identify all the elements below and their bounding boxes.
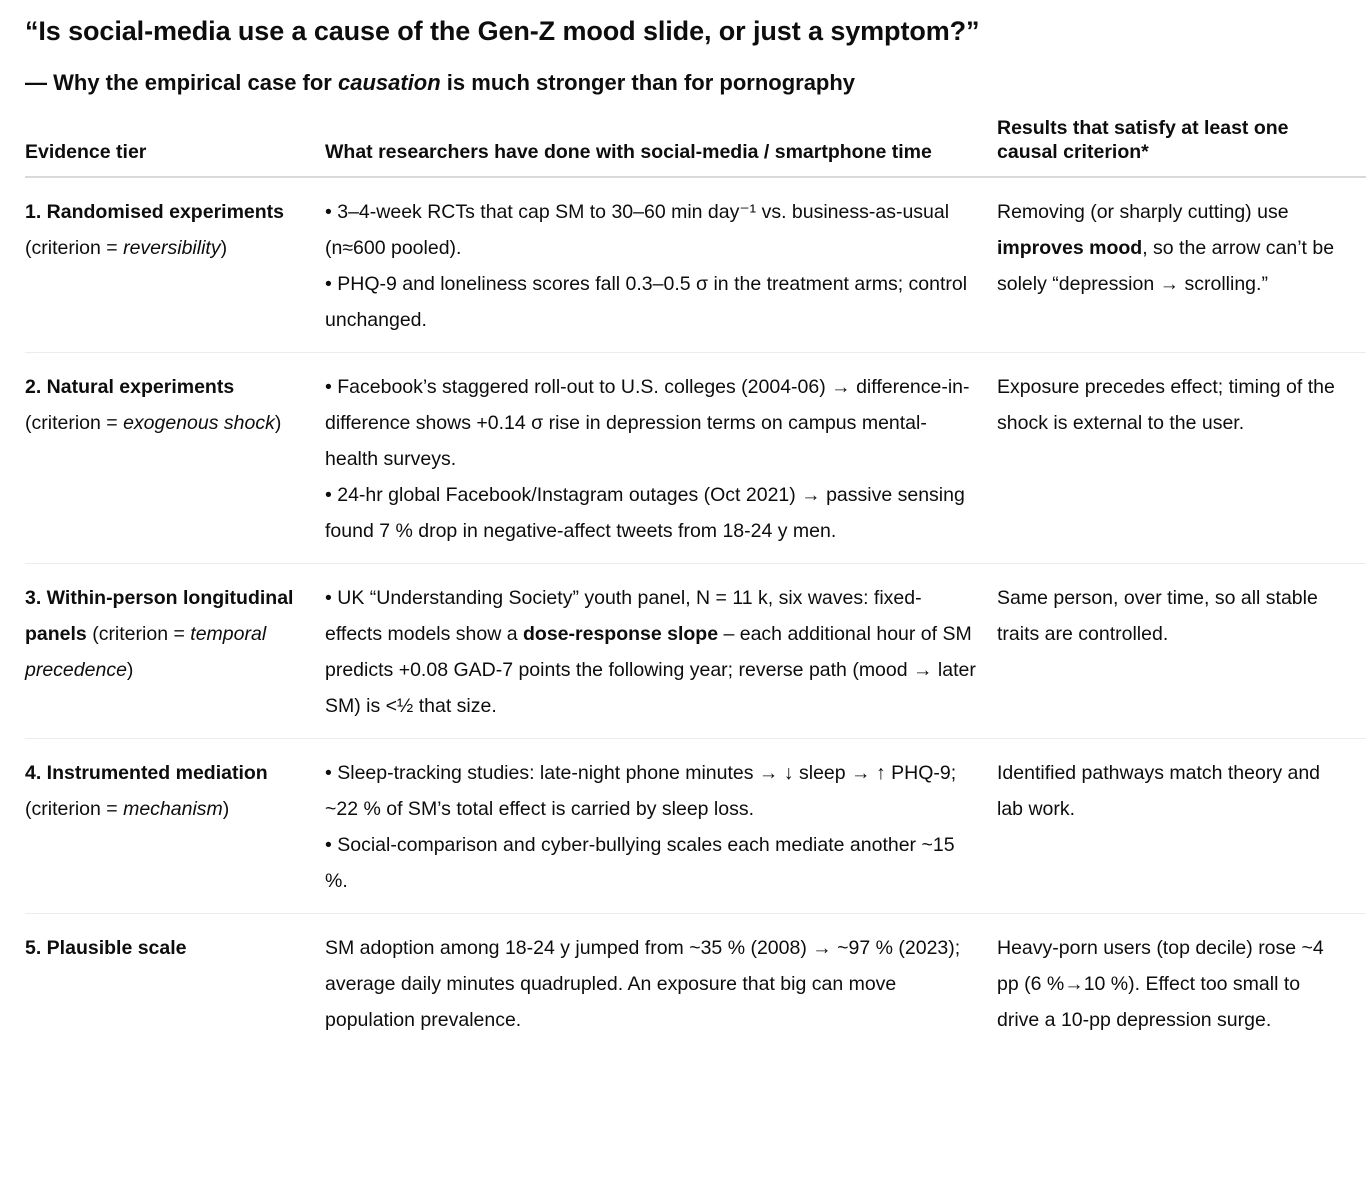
tier-close: ) — [126, 659, 134, 681]
method-text: – each additional hour of SM predicts +0.08 GAD-7 points the following year; reverse path (mood → later SM) is <½ that size. — [325, 623, 976, 717]
result-text: , so the arrow can’t be solely “depression → scrolling.” — [997, 237, 1335, 295]
tier-criterion-label: (criterion = — [86, 623, 191, 645]
tier-cell — [25, 353, 325, 564]
methods-cell — [325, 739, 997, 914]
method-bullet: • 24-hr global Facebook/Instagram outages (Oct 2021) → passive sensing found 7 % drop in negative-affect tweets from 18-24 y men. — [325, 484, 965, 542]
tier-name: 5. Plausible scale — [25, 937, 187, 959]
table-row — [25, 564, 1366, 739]
method-bullet: • PHQ-9 and loneliness scores fall 0.3–0.5 σ in the treatment arms; control unchanged. — [325, 273, 968, 331]
methods-cell — [325, 177, 997, 353]
method-text: • UK “Understanding Society” youth panel, N = 11 k, six waves: fixed-effects models show a — [325, 587, 922, 645]
method-bullet: • 3–4-week RCTs that cap SM to 30–60 min day⁻¹ vs. business-as-usual (n≈600 pooled). — [325, 201, 950, 259]
tier-cell — [25, 914, 325, 1053]
evidence-table — [25, 110, 1366, 1052]
methods-cell — [325, 353, 997, 564]
result-cell: Heavy-porn users (top decile) rose ~4 pp (6 %→10 %). Effect too small to drive a 10-pp depression surge. — [997, 937, 1324, 1031]
method-bullet: • Sleep-tracking studies: late-night phone minutes → ↓ sleep → ↑ PHQ-9; ~22 % of SM’s total effect is carried by sleep loss. — [325, 762, 957, 820]
table-row — [25, 177, 1366, 353]
tier-name: 2. Natural experiments — [25, 376, 235, 398]
subtitle-emphasis: causation — [337, 70, 441, 95]
header-results: Results that satisfy at least one causal criterion* — [997, 110, 1366, 177]
result-text: Removing (or sharply cutting) use — [997, 201, 1289, 223]
table-row — [25, 739, 1366, 914]
result-cell: Exposure precedes effect; timing of the shock is external to the user. — [997, 353, 1366, 564]
tier-criterion: mechanism — [123, 798, 223, 820]
tier-criterion: exogenous shock — [123, 412, 275, 434]
tier-criterion-label: (criterion = — [25, 237, 124, 259]
tier-name: 3. Within-person longitudinal panels — [25, 587, 294, 645]
table-row — [25, 914, 1366, 1053]
result-cell: Identified pathways match theory and lab work. — [997, 739, 1366, 914]
page-subtitle — [25, 68, 1366, 98]
page-title: “Is social-media use a cause of the Gen-Z mood slide, or just a symptom?” — [25, 16, 980, 46]
table-row — [25, 353, 1366, 564]
table-header-row — [25, 110, 1366, 177]
method-bullet: • Social-comparison and cyber-bullying scales each mediate another ~15 %. — [325, 834, 955, 892]
header-evidence-tier: Evidence tier — [25, 110, 325, 177]
methods-cell: SM adoption among 18-24 y jumped from ~35 % (2008) → ~97 % (2023); average daily minutes quadrupled. An exposure that big can move population prevalence. — [325, 937, 961, 1031]
tier-close: ) — [274, 412, 282, 434]
method-bullet: • Facebook’s staggered roll-out to U.S. colleges (2004-06) → difference-in-difference shows +0.14 σ rise in depression terms on campus mental-health surveys. — [325, 376, 970, 470]
tier-close: ) — [220, 237, 228, 259]
subtitle-prefix: — Why the empirical case for — [25, 70, 338, 95]
result-emphasis: improves mood — [997, 237, 1143, 259]
result-cell — [997, 177, 1366, 353]
tier-criterion: reversibility — [123, 237, 221, 259]
result-cell: Same person, over time, so all stable traits are controlled. — [997, 564, 1366, 739]
tier-name: 1. Randomised experiments — [25, 201, 285, 223]
tier-criterion-label: (criterion = — [25, 798, 124, 820]
methods-cell — [325, 564, 997, 739]
subtitle-suffix: is much stronger than for pornography — [440, 70, 856, 95]
tier-criterion: temporal precedence — [25, 623, 267, 681]
tier-cell — [25, 739, 325, 914]
tier-close: ) — [222, 798, 230, 820]
tier-name: 4. Instrumented mediation — [25, 762, 268, 784]
method-emphasis: dose-response slope — [523, 623, 719, 645]
tier-cell — [25, 177, 325, 353]
tier-criterion-label: (criterion = — [25, 412, 124, 434]
tier-cell — [25, 564, 325, 739]
header-methods: What researchers have done with social-media / smartphone time — [325, 110, 997, 177]
